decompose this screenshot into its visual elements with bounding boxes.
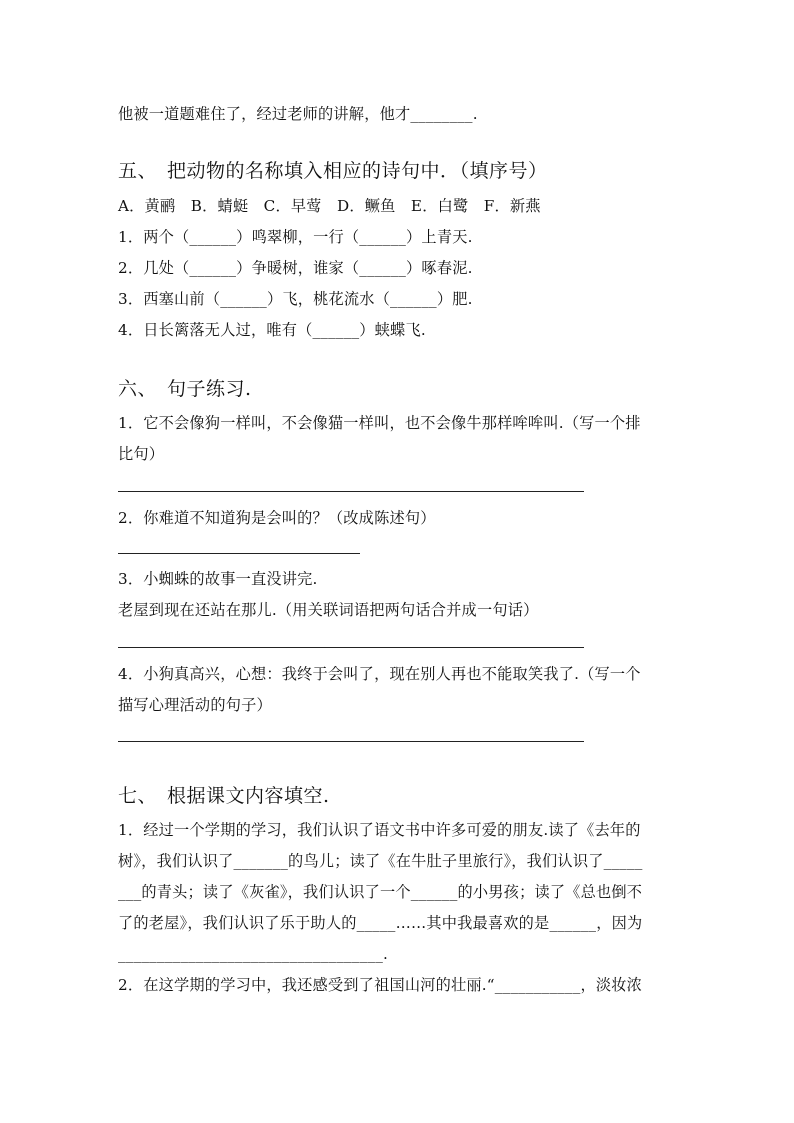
fill-in-sentence: 他被一道题难住了，经过老师的讲解，他才________. bbox=[118, 105, 478, 123]
section-7-heading: 七、 根据课文内容填空. bbox=[118, 785, 330, 807]
sentence-question-3-line-1: 3．小蜘蛛的故事一直没讲完. bbox=[118, 570, 318, 588]
recall-question-1-line-4: 了的老屋》，我们认识了乐于助人的_____……其中我最喜欢的是______，因为 bbox=[118, 914, 643, 932]
recall-question-1-line-5: __________________________________. bbox=[118, 945, 389, 963]
section-5-heading: 五、 把动物的名称填入相应的诗句中．（填序号） bbox=[118, 160, 548, 182]
poem-question-4: 4．日长篱落无人过，唯有（______）蛱蝶飞. bbox=[118, 321, 426, 339]
poem-question-2: 2．几处（______）争暖树，谁家（______）啄春泥. bbox=[118, 259, 473, 277]
answer-line bbox=[118, 491, 584, 492]
sentence-question-2: 2．你难道不知道狗是会叫的？（改成陈述句） bbox=[118, 509, 436, 527]
animal-options: A．黄鹂 B．蜻蜓 C．早莺 D．鳜鱼 E．白鹭 F．新燕 bbox=[118, 197, 541, 215]
poem-question-1: 1．两个（______）鸣翠柳，一行（______）上青天. bbox=[118, 228, 473, 246]
answer-line bbox=[118, 741, 584, 742]
recall-question-2-line-1: 2．在这学期的学习中，我还感受到了祖国山河的壮丽.“___________，淡妆浓 bbox=[118, 976, 643, 994]
answer-line bbox=[118, 553, 360, 554]
poem-question-3: 3．西塞山前（______）飞，桃花流水（______）肥. bbox=[118, 290, 473, 308]
recall-question-1-line-2: 树》，我们认识了_______的鸟儿；读了《在牛肚子里旅行》，我们认识了_____ bbox=[118, 852, 643, 870]
sentence-question-1-line-2: 比句） bbox=[118, 445, 165, 463]
sentence-question-3-line-2: 老屋到现在还站在那儿.（用关联词语把两句话合并成一句话） bbox=[118, 601, 539, 619]
section-6-heading: 六、 句子练习. bbox=[118, 378, 252, 400]
sentence-question-4-line-1: 4．小狗真高兴，心想：我终于会叫了，现在别人再也不能取笑我了.（写一个 bbox=[118, 665, 641, 683]
answer-line bbox=[118, 647, 584, 648]
recall-question-1-line-1: 1．经过一个学期的学习，我们认识了语文书中许多可爱的朋友.读了《去年的 bbox=[118, 821, 641, 839]
sentence-question-1-line-1: 1．它不会像狗一样叫，不会像猫一样叫，也不会像牛那样哞哞叫.（写一个排 bbox=[118, 414, 641, 432]
recall-question-1-line-3: ___的青头；读了《灰雀》，我们认识了一个______的小男孩；读了《总也倒不 bbox=[118, 883, 643, 901]
sentence-question-4-line-2: 描写心理活动的句子） bbox=[118, 696, 272, 714]
